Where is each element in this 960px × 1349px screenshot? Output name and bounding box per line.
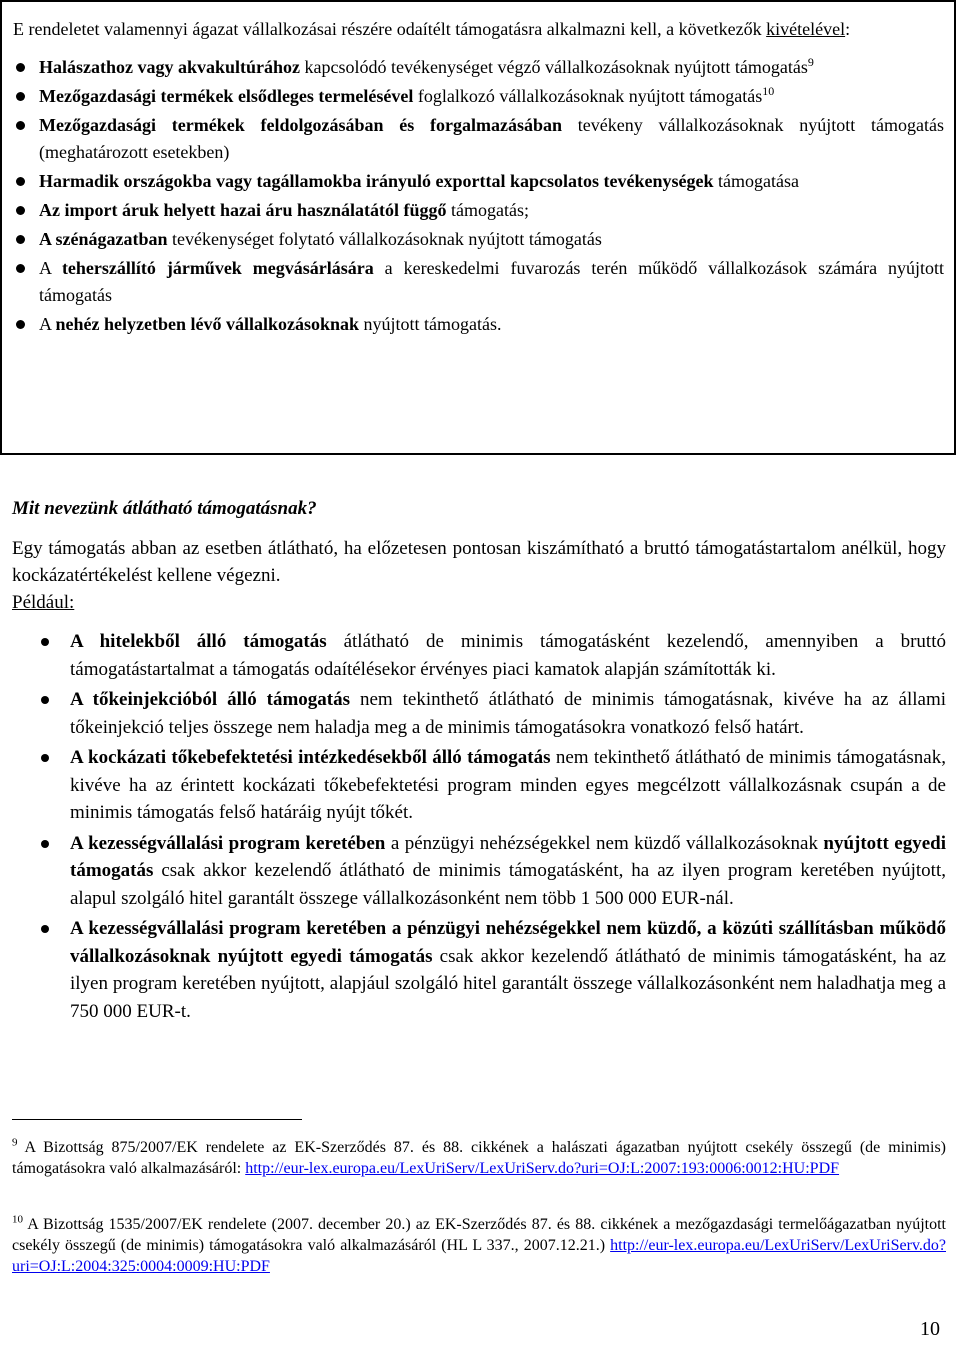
page-number: 10	[920, 1318, 940, 1340]
bullet-icon	[16, 320, 25, 329]
example-label: Például:	[12, 592, 75, 613]
bullet-icon	[16, 92, 25, 101]
footnote-divider	[12, 1119, 302, 1120]
list-item: A kezességvállalási program keretében a pénzügyi nehézségekkel nem küzdő, a közúti szállításban működő vállalkozásoknak nyújtott egyedi támogatás csak akkor kezelendő átlátható de minimis támogatásként, ha az ilyen program keretében nyújtott, alapjául szolgáló hitel garantált összege vállalkozásonként nem haladhatja meg a 750 000 EUR-t.	[0, 915, 946, 1025]
list-item: A kezességvállalási program keretében a pénzügyi nehézségekkel nem küzdő vállalkozásoknak nyújtott egyedi támogatás csak akkor kezelendő átlátható de minimis támogatásként, ha az ilyen program keretében nyújtott, alapul szolgáló hitel garantált összege vállalkozásonként nem több 1 500 000 EUR-nál.	[0, 830, 946, 913]
footnote-10: $^{10}$ A Bizottság 1535/2007/EK rendelete (2007. december 20.) az EK-Szerződés 87. és 88. cikkének a mezőgazdasági termelőágazatban nyújtott csekély összegű (de minimis) támogatásokra való alkalmazásáról (HL L 337., 2007.12.21.) http://eur-lex.europa.eu/LexUriServ/LexUriServ.do?uri=OJ:L:2004:325:0004:0009:HU:PDF	[12, 1213, 946, 1275]
bullet-icon	[41, 840, 49, 848]
definition-paragraph: Egy támogatás abban az esetben átlátható, ha előzetesen pontosan kiszámítható a bruttó támogatástartalom anélkül, hogy kockázatértékelést kellene végezni. Például:	[12, 538, 946, 613]
exceptions-list	[13, 54, 944, 338]
bullet-icon	[16, 63, 25, 72]
footnote-9: $^9$ A Bizottság 875/2007/EK rendelete az EK-Szerződés 87. és 88. cikkének a halászati ágazatban nyújtott csekély összegű (de minimis) támogatásokra való alkalmazásáról: http://eur-lex.europa.eu/LexUriServ/LexUriServ.do?uri=OJ:L:2007:193:0006:0012:HU:PDF	[12, 1136, 946, 1177]
bullet-icon	[41, 754, 49, 762]
bullet-icon	[16, 206, 25, 215]
list-item: Mezőgazdasági termékek elsődleges termelésével foglalkozó vállalkozásoknak nyújtott támogatás$^{10}$	[13, 83, 944, 110]
intro-paragraph: E rendeletet valamennyi ágazat vállalkozásai részére odaítélt támogatásra alkalmazni kell, a következők kivételével:	[13, 19, 851, 39]
list-item: A teherszállító járművek megvásárlására a kereskedelmi fuvarozás terén működő vállalkozások számára nyújtott támogatás	[13, 255, 944, 309]
bullet-icon	[41, 925, 49, 933]
exceptions-box	[0, 0, 956, 455]
list-item: A nehéz helyzetben lévő vállalkozásoknak nyújtott támogatás.	[13, 311, 944, 338]
list-item: Az import áruk helyett hazai áru használatától függő támogatás;	[13, 197, 944, 224]
list-item: A szénágazatban tevékenységet folytató vállalkozásoknak nyújtott támogatás	[13, 226, 944, 253]
list-item: Halászathoz vagy akvakultúrához kapcsolódó tevékenységet végző vállalkozásoknak nyújtott támogatás$^9$	[13, 54, 944, 81]
section-heading: Mit nevezünk átlátható támogatásnak?	[12, 498, 317, 519]
footnote-9-link[interactable]: http://eur-lex.europa.eu/LexUriServ/LexUriServ.do?uri=OJ:L:2007:193:0006:0012:HU:PDF	[245, 1160, 840, 1177]
examples-list	[0, 628, 946, 1028]
bullet-icon	[16, 121, 25, 130]
bullet-icon	[16, 235, 25, 244]
footnote-10-link[interactable]: http://eur-lex.europa.eu/LexUriServ/LexUriServ.do?uri=OJ:L:2004:325:0004:0009:HU:PDF	[12, 1237, 946, 1275]
bullet-icon	[16, 264, 25, 273]
list-item: A kockázati tőkebefektetési intézkedésekből álló támogatás nem tekinthető átlátható de minimis támogatásnak, kivéve ha az érintett kockázati tőkebefektetési program minden egyes megcélzott vállalkozásnak csupán a de minimis támogatás felső határáig nyújt tőkét.	[0, 744, 946, 827]
exceptions-emphasis: kivételével	[766, 19, 846, 39]
bullet-icon	[41, 696, 49, 704]
footnote-ref: 10	[762, 84, 775, 98]
bullet-icon	[16, 177, 25, 186]
list-item: Harmadik országokba vagy tagállamokba irányuló exporttal kapcsolatos tevékenységek támogatása	[13, 168, 944, 195]
list-item: A hitelekből álló támogatás átlátható de minimis támogatásként kezelendő, amennyiben a bruttó támogatástartalmat a támogatás odaítélésekor érvényes piaci kamatok alapján számították ki.	[0, 628, 946, 683]
bullet-icon	[41, 638, 49, 646]
footnote-ref: 9	[807, 55, 814, 69]
list-item: A tőkeinjekcióból álló támogatás nem tekinthető átlátható de minimis támogatásnak, kivéve ha az állami tőkeinjekció teljes összege nem haladja meg a de minimis támogatásokra vonatkozó felső határt.	[0, 686, 946, 741]
list-item: Mezőgazdasági termékek feldolgozásában és forgalmazásában tevékeny vállalkozásoknak nyújtott támogatás (meghatározott esetekben)	[13, 112, 944, 166]
